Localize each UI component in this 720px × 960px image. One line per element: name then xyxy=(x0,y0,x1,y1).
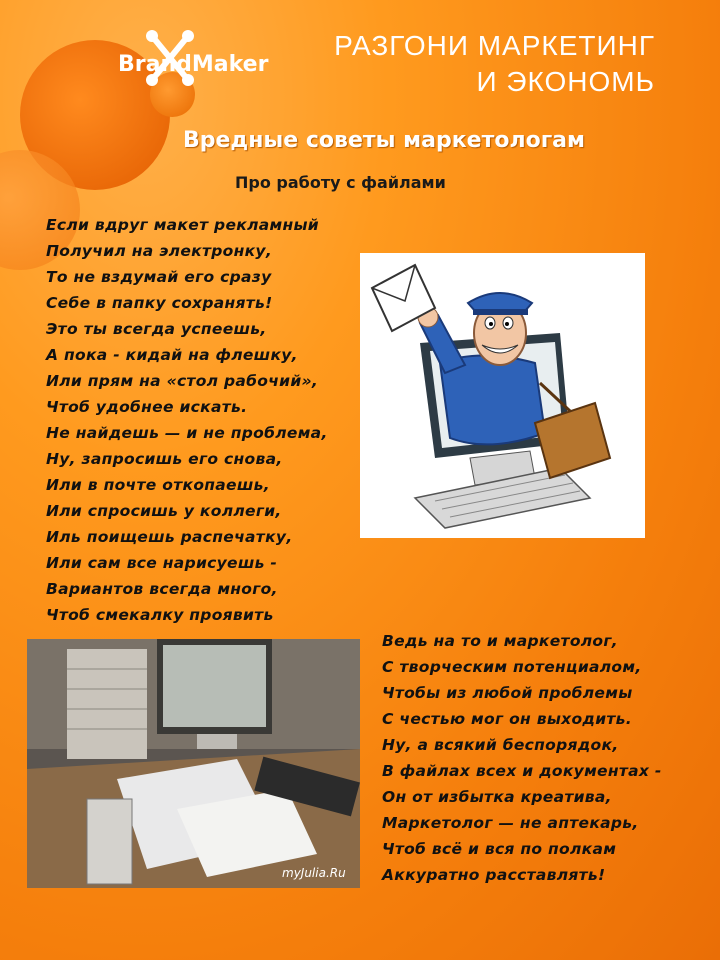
photo-watermark: myJulia.Ru xyxy=(282,866,346,880)
page-subtitle: Про работу с файлами xyxy=(235,173,446,192)
poem-part-2 xyxy=(382,628,662,888)
poem-line: Получил на электронку, xyxy=(46,242,273,260)
poem-line: Чтоб удобнее искать. xyxy=(46,398,248,416)
poem-line: Не найдешь — и не проблема, xyxy=(46,424,328,442)
poem-line: Или сам все нарисуешь - xyxy=(46,554,278,572)
poem-line: Он от избытка креатива, xyxy=(382,788,612,806)
poem-line: Ну, а всякий беспорядок, xyxy=(382,736,619,754)
mailman-icon xyxy=(360,253,645,538)
poem-line: Себе в папку сохранять! xyxy=(46,294,273,312)
messy-desk-photo-icon xyxy=(27,639,360,888)
poem-line: Аккуратно расставлять! xyxy=(382,866,606,884)
poem-line: Ведь на то и маркетолог, xyxy=(382,632,618,650)
headline-line2: И ЭКОНОМЬ xyxy=(476,66,655,97)
poem-line: Иль поищешь распечатку, xyxy=(46,528,293,546)
page-title: Вредные советы маркетологам xyxy=(182,128,586,153)
poem-line: Или в почте откопаешь, xyxy=(46,476,270,494)
poem-line: Если вдруг макет рекламный xyxy=(46,216,319,234)
poem-line: Маркетолог — не аптекарь, xyxy=(382,814,639,832)
mailman-illustration xyxy=(360,253,645,538)
poem-line: Или прям на «стол рабочий», xyxy=(46,372,319,390)
poem-line: С честью мог он выходить. xyxy=(382,710,632,728)
poem-line: Чтобы из любой проблемы xyxy=(382,684,633,702)
poem-line: Вариантов всегда много, xyxy=(46,580,278,598)
poem-line: Чтоб смекалку проявить xyxy=(46,606,274,624)
poem-line: Ну, запросишь его снова, xyxy=(46,450,283,468)
poem-line: То не вздумай его сразу xyxy=(46,268,272,286)
poem-line: С творческим потенциалом, xyxy=(382,658,642,676)
poem-line: В файлах всех и документах - xyxy=(382,762,662,780)
poem-line: А пока - кидай на флешку, xyxy=(46,346,298,364)
poem-part-1 xyxy=(46,212,328,628)
messy-desk-photo xyxy=(27,639,360,888)
poem-line: Это ты всегда успеешь, xyxy=(46,320,267,338)
brand-name: BrandMaker xyxy=(118,52,269,77)
poem-line: Или спросишь у коллеги, xyxy=(46,502,282,520)
headline-line1: РАЗГОНИ МАРКЕТИНГ xyxy=(334,30,655,61)
poem-line: Чтоб всё и вся по полкам xyxy=(382,840,617,858)
